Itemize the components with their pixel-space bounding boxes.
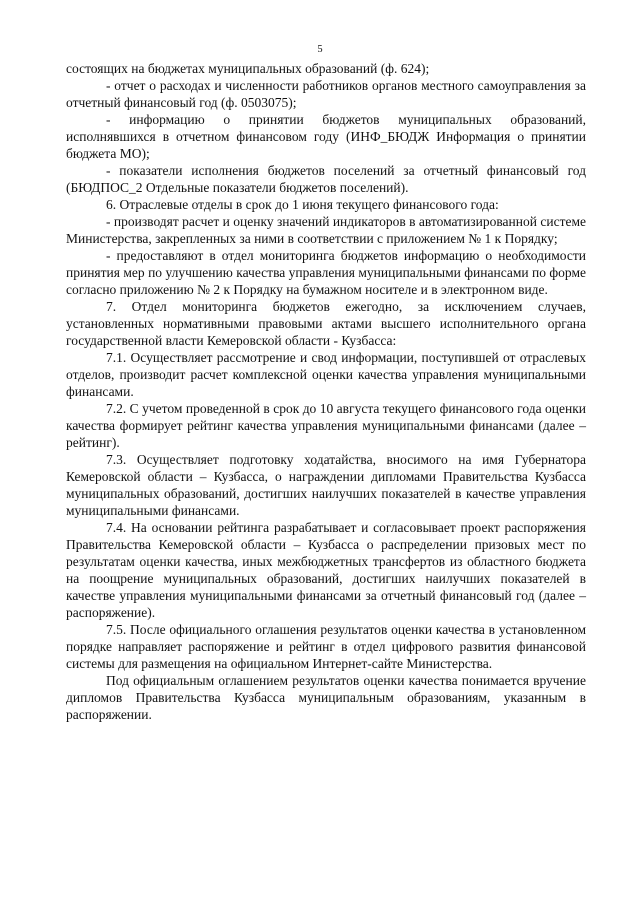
paragraph: 7.1. Осуществляет рассмотрение и свод информации, поступившей от отраслевых отделов, производит расчет комплексной оценки качества управления муниципальными финансами. — [66, 350, 586, 399]
paragraph: 7.2. С учетом проведенной в срок до 10 августа текущего финансового года оценки качества формирует рейтинг качества управления муниципальными финансами (далее – рейтинг). — [66, 401, 586, 450]
paragraph: 7.5. После официального оглашения результатов оценки качества в установленном порядке направляет распоряжение и рейтинг в отдел цифрового развития финансовой системы для размещения на официальном Интернет-сайте Министерства. — [66, 622, 586, 671]
document-body — [66, 60, 586, 723]
paragraph: 7. Отдел мониторинга бюджетов ежегодно, за исключением случаев, установленных нормативными правовыми актами высшего исполнительного органа государственной власти Кемеровской области - Кузбасса: — [66, 299, 586, 348]
paragraph: - показатели исполнения бюджетов поселений за отчетный финансовый год (БЮДПОС_2 Отдельные показатели бюджетов поселений). — [66, 163, 586, 195]
paragraph: - информацию о принятии бюджетов муниципальных образований, исполнявшихся в отчетном финансовом году (ИНФ_БЮДЖ Информация о принятии бюджета МО); — [66, 112, 586, 161]
page-number: 5 — [317, 44, 323, 55]
paragraph: 7.4. На основании рейтинга разрабатывает и согласовывает проект распоряжения Правительства Кемеровской области – Кузбасса о распределении призовых мест по результатам оценки качества, иных межбюджетных трансфертов из областного бюджета на поощрение муниципальных образований, достигших наилучших показателей в качестве управления муниципальными финансами за отчетный финансовый год (далее – распоряжение). — [66, 520, 586, 620]
paragraph: - отчет о расходах и численности работников органов местного самоуправления за отчетный финансовый год (ф. 0503075); — [66, 78, 586, 110]
paragraph: - производят расчет и оценку значений индикаторов в автоматизированной системе Министерства, закрепленных за ними в соответствии с приложением № 1 к Порядку; — [66, 214, 586, 246]
paragraph: 6. Отраслевые отделы в срок до 1 июня текущего финансового года: — [106, 197, 499, 212]
paragraph: - предоставляют в отдел мониторинга бюджетов информацию о необходимости принятия мер по улучшению качества управления муниципальными финансами по форме согласно приложению № 2 к Порядку на бумажном носителе и в электронном виде. — [66, 248, 586, 297]
paragraph: состоящих на бюджетах муниципальных образований (ф. 624); — [66, 61, 430, 76]
paragraph: 7.3. Осуществляет подготовку ходатайства, вносимого на имя Губернатора Кемеровской области – Кузбасса, о награждении дипломами Правительства Кузбасса муниципальных образований, достигших наилучших показателей в качестве управления муниципальными финансами. — [66, 452, 586, 518]
paragraph: Под официальным оглашением результатов оценки качества понимается вручение дипломов Правительства Кузбасса муниципальным образованиям, указанным в распоряжении. — [66, 673, 586, 722]
